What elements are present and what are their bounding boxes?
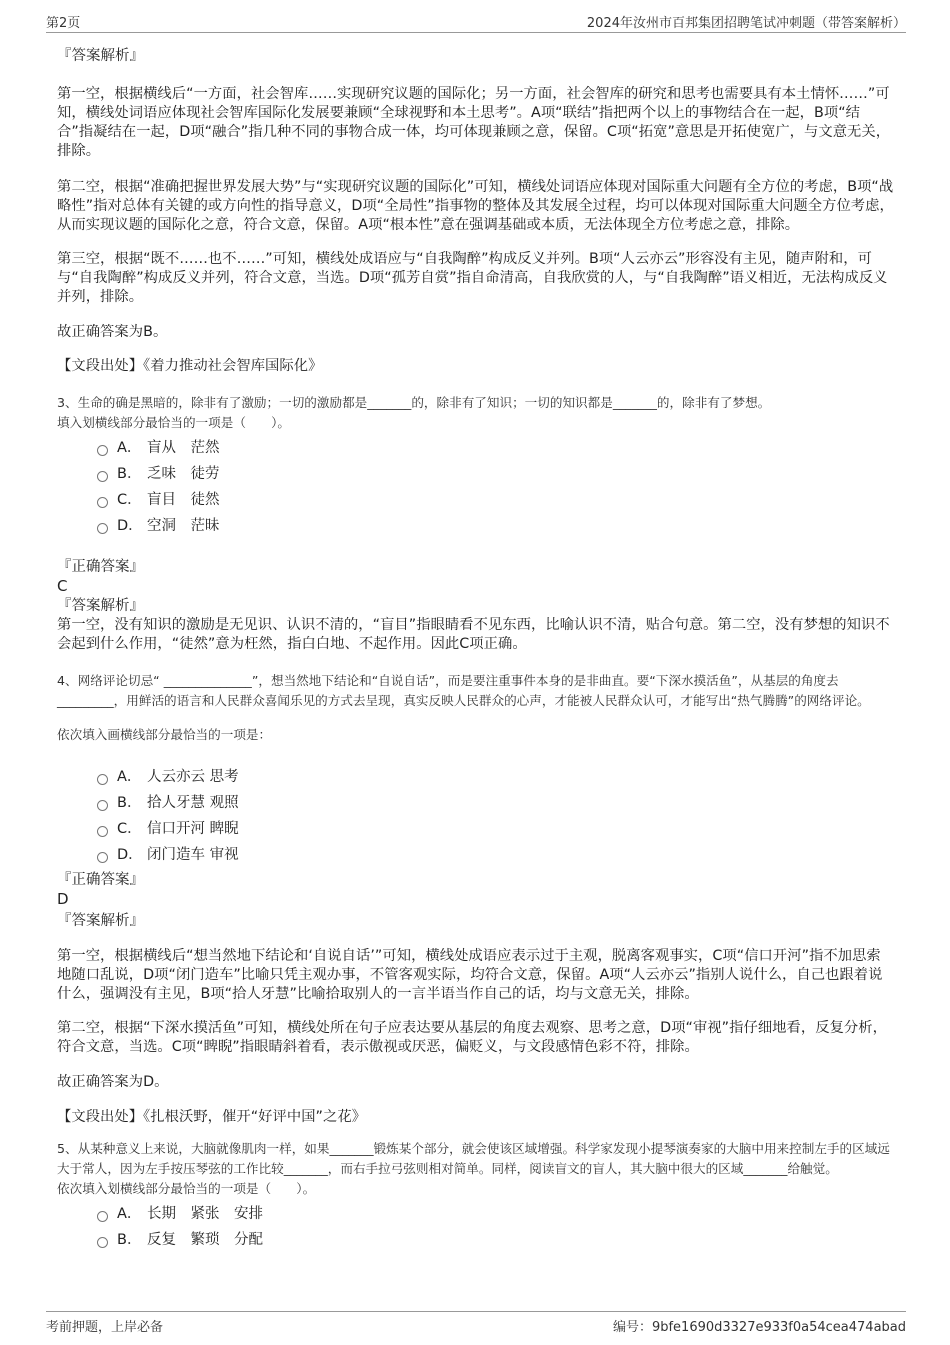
q3-instruction: 填入划横线部分最恰当的一项是（ ）。: [57, 415, 290, 430]
q4-option-c[interactable]: [97, 816, 894, 842]
radio-button[interactable]: [97, 826, 108, 837]
q4-answer-label: 『正确答案』: [57, 872, 144, 888]
q4-options: [57, 764, 894, 868]
page-header: [46, 10, 906, 33]
q4-stem: 4、网络评论切忌“ ______________”，想当然地下结论和“自说自话”，而是要注重事件本身的是非曲直。要“下深水摸活鱼”，从基层的角度去_________，用鲜活的语言和人民群众喜闻乐见的方式去呈现，真实反映人民群众的心声，才能被人民群众认可，才能写出“热气腾腾”的网络评论。: [57, 673, 870, 708]
q2-analysis-label: 『答案解析』: [57, 48, 144, 64]
radio-button[interactable]: [97, 1237, 108, 1248]
q4-option-b[interactable]: [97, 790, 894, 816]
q3-stem: 3、生命的确是黑暗的，除非有了激励；一切的激励都是_______的，除非有了知识；一切的知识都是_______的，除非有了梦想。: [57, 395, 771, 410]
q5-instruction: 依次填入划横线部分最恰当的一项是（ ）。: [57, 1181, 316, 1196]
page-number: 第2页: [46, 16, 81, 31]
radio-button[interactable]: [97, 774, 108, 785]
q5-stem: 5、从某种意义上来说，大脑就像肌肉一样，如果_______锻炼某个部分，就会使该区域增强。科学家发现小提琴演奏家的大脑中用来控制左手的区域远大于常人，因为左手按压琴弦的工作比较_______，而右手拉弓弦则相对简单。同样，阅读盲文的盲人，其大脑中很大的区域_______给触觉。: [57, 1141, 890, 1176]
q4-answer: D: [57, 890, 69, 908]
option-text: 人云亦云 思考: [147, 769, 239, 785]
option-text: 长期 紧张 安排: [147, 1206, 263, 1222]
q2-analysis-paragraph: 第一空，根据横线后“一方面，社会智库……实现研究议题的国际化；另一方面，社会智库的研究和思考也需要具有本土情怀……”可知，横线处词语应体现社会智库国际化发展要兼顾“全球视野和本土思考”。A项“联结”指把两个以上的事物结合在一起，B项“结合”指凝结在一起，D项“融合”指几种不同的事物合成一体，均可体现兼顾之意，保留。C项“拓宽”意思是开拓使宽广，与文意无关，排除。: [57, 86, 891, 159]
q2-analysis-paragraph: 第三空，根据“既不……也不……”可知，横线处成语应与“自我陶醉”构成反义并列。B项“人云亦云”形容没有主见，随声附和，可与“自我陶醉”构成反义并列，符合文意，当选。D项“孤芳自赏”指自命清高，自我欣赏的人，与“自我陶醉”语义相近，无法构成反义并列，排除。: [57, 251, 888, 305]
q3-option-c[interactable]: [97, 487, 894, 513]
option-letter: C．: [117, 821, 142, 837]
radio-button[interactable]: [97, 523, 108, 534]
q4-analysis-paragraph: 第二空，根据“下深水摸活鱼”可知，横线处所在句子应表达要从基层的角度去观察、思考之意，D项“审视”指仔细地看，反复分析，符合文意，当选。C项“睥睨”指眼睛斜着看，表示傲视或厌恶，偏贬义，与文段感情色彩不符，排除。: [57, 1020, 887, 1055]
page-footer: [46, 1311, 906, 1336]
q4-option-d[interactable]: [97, 842, 894, 868]
q4-analysis-paragraph: 第一空，根据横线后“想当然地下结论和‘自说自话’”可知，横线处成语应表示过于主观，脱离客观事实，C项“信口开河”指不加思索地随口乱说，D项“闭门造车”比喻只凭主观办事，不管客观实际，均符合文意，保留。A项“人云亦云”指别人说什么，自己也跟着说什么，强调没有主见，B项“拾人牙慧”比喻拾取别人的一言半语当作自己的话，均与文意无关，排除。: [57, 948, 883, 1002]
radio-button[interactable]: [97, 800, 108, 811]
option-text: 闭门造车 审视: [147, 847, 239, 863]
option-letter: A．: [117, 769, 142, 785]
footer-slogan: 考前押题，上岸必备: [46, 1320, 164, 1335]
radio-button[interactable]: [97, 1211, 108, 1222]
option-text: 盲目 徒然: [147, 492, 220, 508]
q3-option-d[interactable]: [97, 513, 894, 539]
radio-button[interactable]: [97, 497, 108, 508]
q3-answer-label: 『正确答案』: [57, 559, 144, 575]
radio-button[interactable]: [97, 471, 108, 482]
option-letter: B．: [117, 795, 142, 811]
option-letter: A．: [117, 1206, 142, 1222]
q3-option-b[interactable]: [97, 461, 894, 487]
q5-options: [57, 1201, 894, 1253]
q4-instruction: 依次填入画横线部分最恰当的一项是：: [57, 727, 272, 742]
option-text: 信口开河 睥睨: [147, 821, 239, 837]
q2-analysis-paragraph: 第二空，根据“准确把握世界发展大势”与“实现研究议题的国际化”可知，横线处词语应体现对国际重大问题有全方位的考虑，B项“战略性”指对总体有关键的或方向性的指导意义，D项“全局性”指事物的整体及其发展全过程，均可以体现对国际重大问题全方位考虑，从而实现议题的国际化之意，符合文意，保留。A项“根本性”意在强调基础或本质，无法体现全方位考虑之意，排除。: [57, 179, 894, 233]
q4-source: 【文段出处】《扎根沃野，催开“好评中国”之花》: [57, 1109, 367, 1125]
q3-answer: C: [57, 577, 68, 595]
option-text: 盲从 茫然: [147, 440, 220, 456]
q5-option-b[interactable]: [97, 1227, 894, 1253]
option-letter: A．: [117, 440, 142, 456]
option-letter: B．: [117, 466, 142, 482]
option-letter: B．: [117, 1232, 142, 1248]
q4-analysis-label: 『答案解析』: [57, 913, 144, 929]
option-text: 拾人牙慧 观照: [147, 795, 239, 811]
radio-button[interactable]: [97, 852, 108, 863]
q2-conclusion: 故正确答案为B。: [57, 324, 168, 340]
option-letter: D．: [117, 518, 143, 534]
q4-option-a[interactable]: [97, 764, 894, 790]
option-text: 空洞 茫昧: [147, 518, 220, 534]
option-text: 反复 繁琐 分配: [147, 1232, 263, 1248]
option-text: 乏味 徒劳: [147, 466, 220, 482]
document-title: 2024年汝州市百邦集团招聘笔试冲刺题（带答案解析）: [586, 16, 906, 31]
page-content: [57, 40, 894, 1253]
q3-analysis-label: 『答案解析』: [57, 598, 144, 614]
q4-conclusion: 故正确答案为D。: [57, 1074, 169, 1090]
document-id: 编号：9bfe1690d3327e933f0a54cea474abad: [612, 1320, 906, 1335]
q3-analysis: 第一空，没有知识的激励是无见识、认识不清的，“盲目”指眼睛看不见东西，比喻认识不清，贴合句意。第二空，没有梦想的知识不会起到什么作用，“徒然”意为枉然，指白白地、不起作用。因此C项正确。: [57, 617, 890, 652]
q5-option-a[interactable]: [97, 1201, 894, 1227]
option-letter: C．: [117, 492, 142, 508]
q3-option-a[interactable]: [97, 435, 894, 461]
option-letter: D．: [117, 847, 143, 863]
q3-options: [57, 435, 894, 539]
radio-button[interactable]: [97, 445, 108, 456]
q2-source: 【文段出处】《着力推动社会智库国际化》: [57, 358, 323, 374]
